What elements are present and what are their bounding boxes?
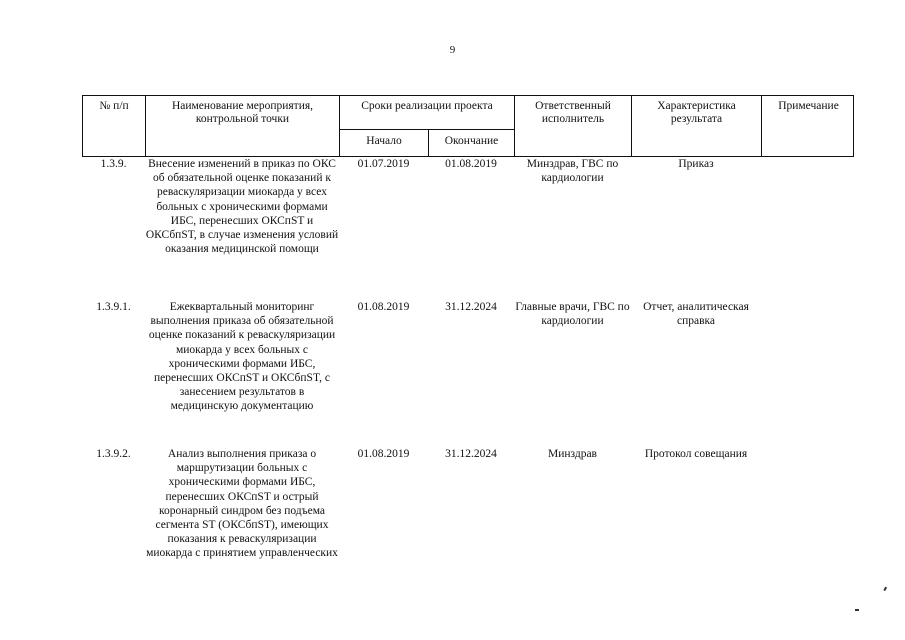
row-result: Отчет, аналитическая справка <box>643 301 749 328</box>
header-num: № п/п <box>83 96 146 156</box>
row-end: 01.08.2019 <box>445 158 497 170</box>
scan-mark <box>855 609 859 611</box>
activity-table <box>82 95 854 560</box>
header-end: Окончание <box>429 129 515 156</box>
header-responsible: Ответственный исполнитель <box>515 96 632 156</box>
row-result: Протокол совещания <box>644 448 748 460</box>
header-start: Начало <box>340 129 429 156</box>
table-header <box>82 95 854 157</box>
row-end: 31.12.2024 <box>445 448 497 460</box>
row-name: Ежеквартальный мониторинг выполнения приказа об обязательной оценке показаний к реваскуляризации миокарда у всех больных с хроническими формами ИБС, перенесших ОКСпST и ОКСбпST, с занесением результатов в медицинскую документацию <box>148 301 336 413</box>
row-start: 01.08.2019 <box>357 301 410 313</box>
header-terms: Сроки реализации проекта <box>340 96 515 129</box>
scan-mark <box>883 587 886 591</box>
page-number: 9 <box>449 44 456 56</box>
row-num: 1.3.9. <box>100 158 127 170</box>
row-responsible: Минздрав <box>547 448 597 460</box>
header-note: Примечание <box>778 100 839 112</box>
row-responsible: Минздрав, ГВС по кардиологии <box>526 158 619 185</box>
row-num: 1.3.9.1. <box>96 301 131 313</box>
row-name: Внесение изменений в приказ по ОКС об обязательной оценке показаний к реваскуляризации миокарда у всех больных с хроническими формами ИБС, перенесших ОКСпST и ОКСбпST, в случае изменения условий оказания медицинской помощи <box>145 158 339 256</box>
header-name: Наименование мероприятия, контрольной точки <box>146 96 340 156</box>
row-result: Приказ <box>678 158 714 170</box>
row-end: 31.12.2024 <box>445 301 497 313</box>
row-start: 01.07.2019 <box>357 158 410 170</box>
row-responsible: Главные врачи, ГВС по кардиологии <box>515 301 630 328</box>
row-name: Анализ выполнения приказа о маршрутизации больных с хроническими формами ИБС, перенесших ОКСпST и острый коронарный синдром без подъема сегмента ST (ОКСбпST), имеющих показания к реваскуляризации миокарда с принятием управленческих <box>146 448 338 560</box>
header-result: Характеристика результата <box>632 96 762 156</box>
row-num: 1.3.9.2. <box>96 448 131 460</box>
row-start: 01.08.2019 <box>357 448 410 460</box>
